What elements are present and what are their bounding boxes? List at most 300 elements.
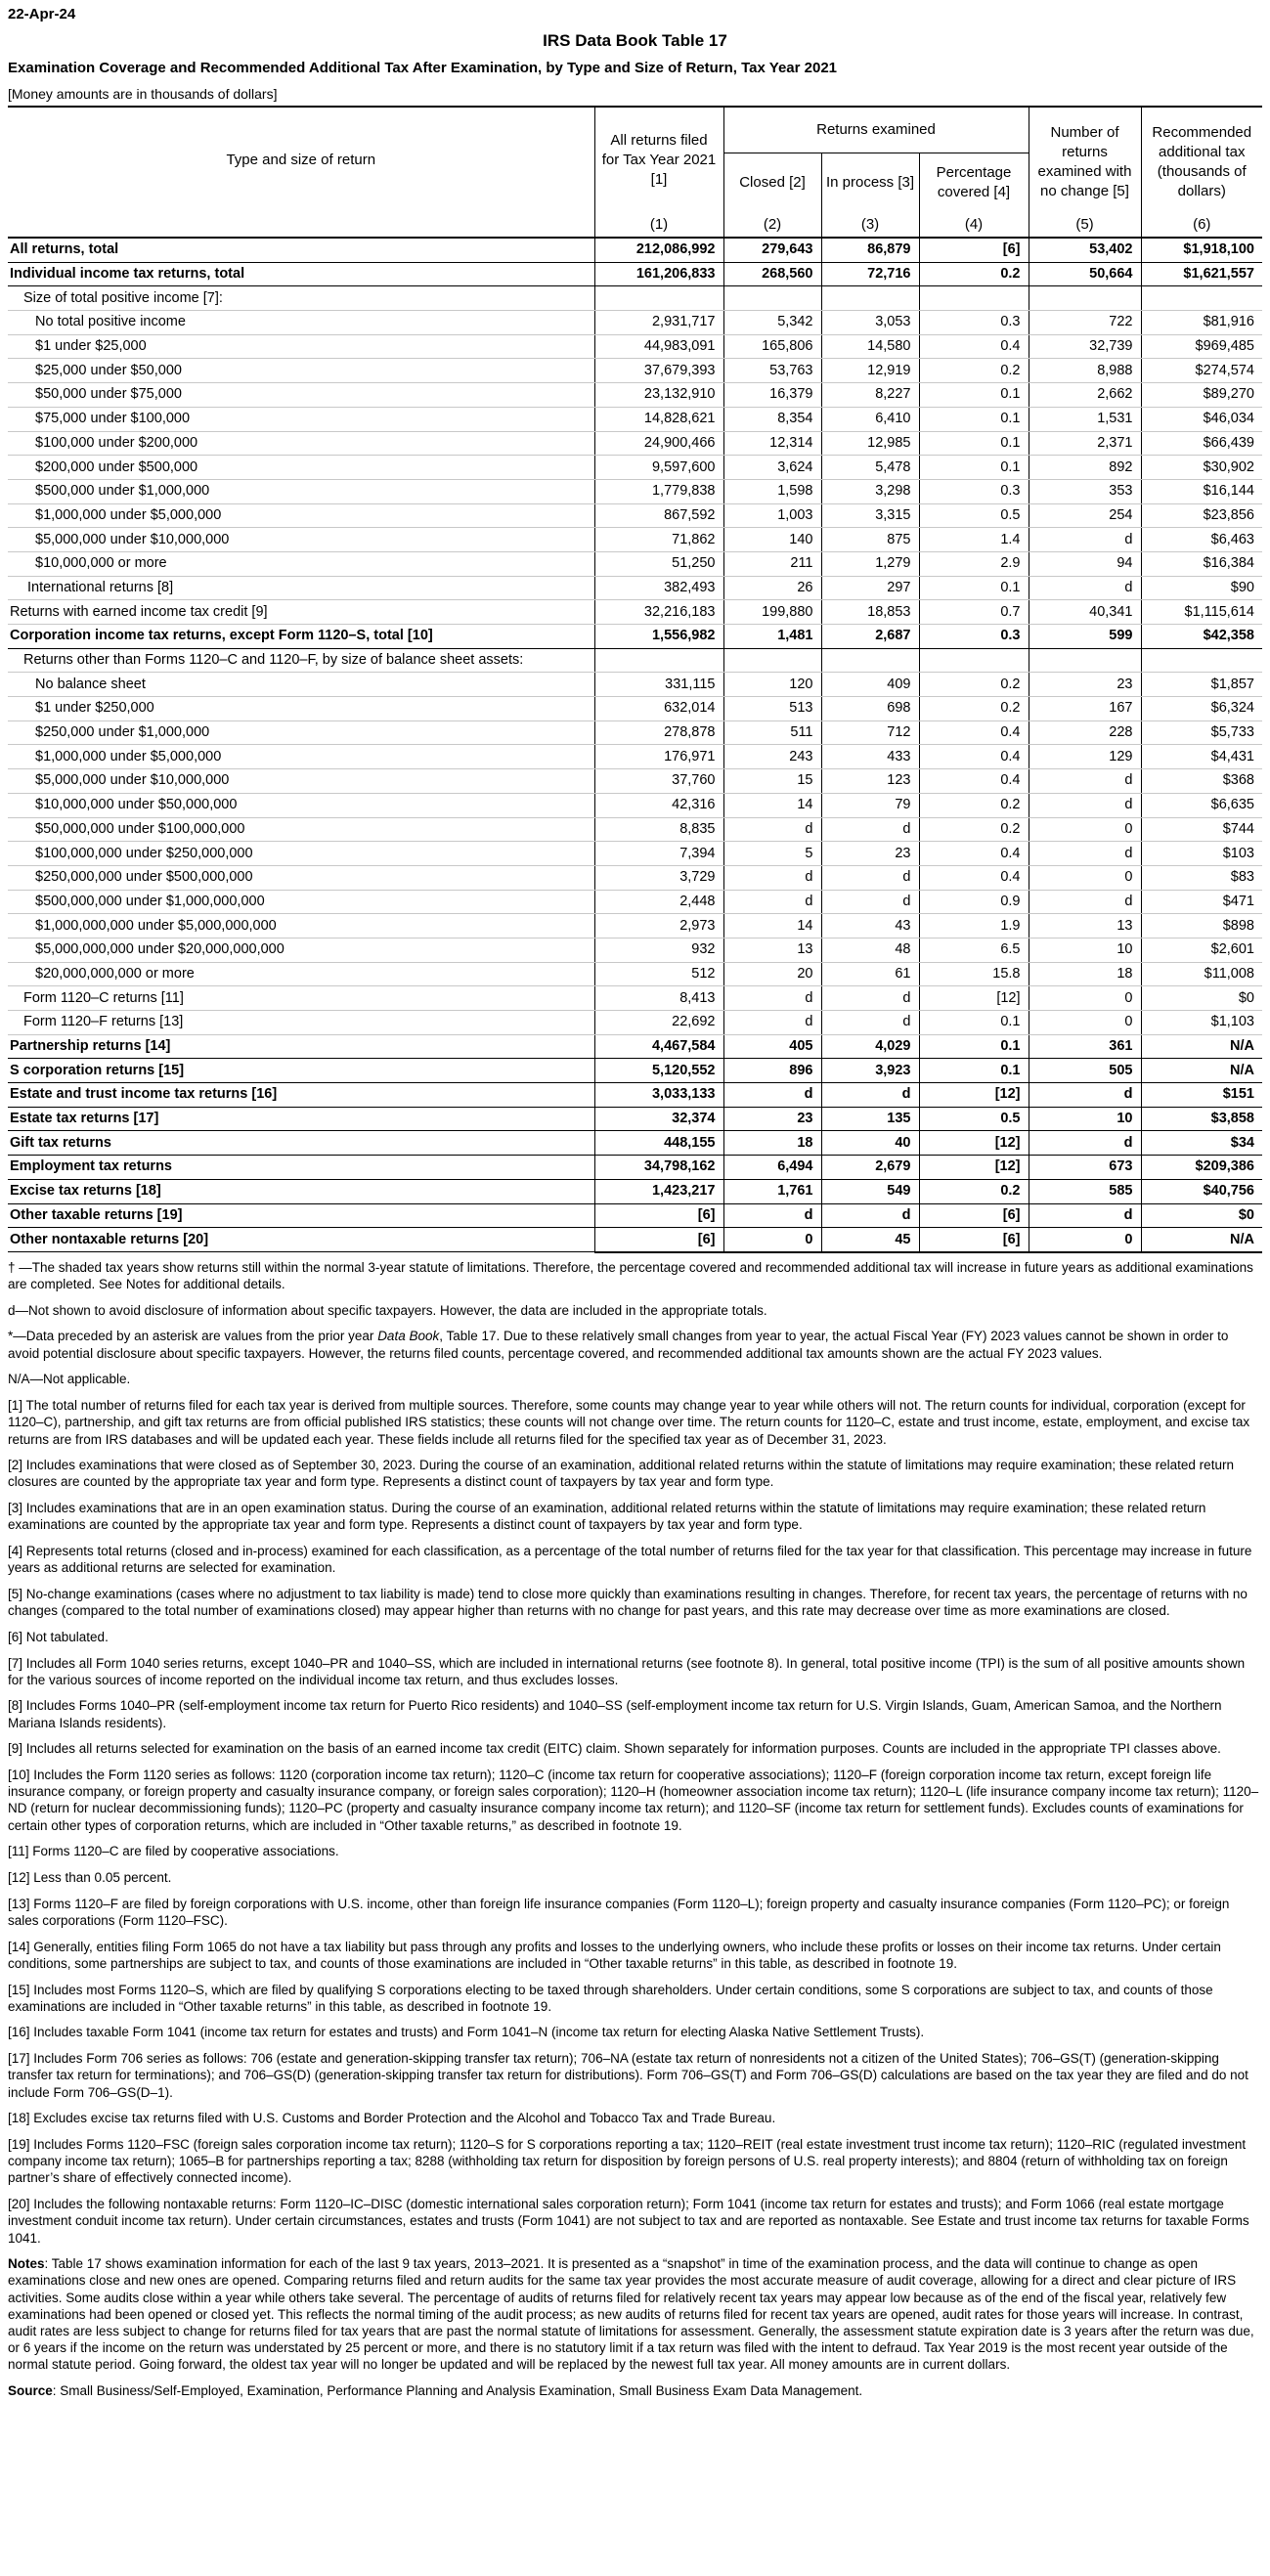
row-value: 94: [1029, 551, 1141, 576]
row-value: 212,086,992: [594, 238, 723, 262]
row-value: 12,314: [723, 431, 821, 456]
row-value: 722: [1029, 311, 1141, 335]
row-value: $0: [1141, 986, 1262, 1011]
row-value: [723, 648, 821, 673]
table-subtitle: Examination Coverage and Recommended Additional Tax After Examination, by Type and Size of Return, Tax Year 2021: [8, 60, 837, 76]
table-row: [8, 334, 1262, 359]
row-value: 1,481: [723, 625, 821, 649]
row-value: 511: [723, 720, 821, 745]
table-row: [8, 745, 1262, 769]
footnote-list: [8, 1397, 1262, 2247]
table-row: [8, 407, 1262, 431]
footnote-item: [4] Represents total returns (closed and in-process) examined for each classification, as a percentage of the total number of returns filed for the tax year for that classification. This percentage may increase in future years as additional returns are selected for examination.: [8, 1544, 1252, 1576]
row-value: 2,973: [594, 914, 723, 939]
table-row: [8, 938, 1262, 962]
table-row: [8, 286, 1262, 311]
row-value: 42,316: [594, 793, 723, 817]
row-value: 4,467,584: [594, 1034, 723, 1059]
header-pct-covered: Percentage covered [4]: [919, 153, 1029, 213]
row-value: 2,687: [821, 625, 919, 649]
row-value: 0.5: [919, 1107, 1029, 1131]
row-value: d: [723, 817, 821, 842]
row-label: $20,000,000,000 or more: [8, 962, 594, 986]
row-value: 37,679,393: [594, 359, 723, 383]
row-value: d: [821, 817, 919, 842]
row-value: 176,971: [594, 745, 723, 769]
row-value: 24,900,466: [594, 431, 723, 456]
row-value: [12]: [919, 1156, 1029, 1180]
row-value: 1,003: [723, 503, 821, 528]
table-row: [8, 1059, 1262, 1083]
row-value: 15: [723, 769, 821, 794]
table-row: [8, 479, 1262, 503]
row-value: 8,835: [594, 817, 723, 842]
header-returns-examined: Returns examined: [723, 107, 1029, 153]
row-label: S corporation returns [15]: [8, 1059, 594, 1083]
table-row: [8, 1034, 1262, 1059]
row-value: 79: [821, 793, 919, 817]
table-row: [8, 842, 1262, 866]
header-type-size: Type and size of return: [8, 107, 594, 212]
table-row: [8, 865, 1262, 890]
row-value: $209,386: [1141, 1156, 1262, 1180]
row-value: 1,779,838: [594, 479, 723, 503]
header-recommended: Recommended additional tax (thousands of dollars): [1141, 107, 1262, 212]
row-value: 5,120,552: [594, 1059, 723, 1083]
row-label: $10,000,000 under $50,000,000: [8, 793, 594, 817]
row-value: $90: [1141, 576, 1262, 600]
table-row: [8, 720, 1262, 745]
row-value: 14,828,621: [594, 407, 723, 431]
row-value: 53,402: [1029, 238, 1141, 262]
table-row: [8, 551, 1262, 576]
row-value: 43: [821, 914, 919, 939]
row-value: 0: [1029, 865, 1141, 890]
row-value: 0.2: [919, 817, 1029, 842]
table-row: [8, 600, 1262, 625]
row-value: 0.2: [919, 673, 1029, 697]
row-label: Gift tax returns: [8, 1131, 594, 1156]
footnote-asterisk: [8, 1328, 1262, 1361]
row-value: $368: [1141, 769, 1262, 794]
footnote-item: [12] Less than 0.05 percent.: [8, 1870, 172, 1886]
header-col-num: (3): [821, 212, 919, 238]
row-value: 331,115: [594, 673, 723, 697]
row-value: 10: [1029, 1107, 1141, 1131]
row-value: $151: [1141, 1083, 1262, 1108]
row-value: 0.2: [919, 793, 1029, 817]
row-value: 5,342: [723, 311, 821, 335]
row-value: N/A: [1141, 1228, 1262, 1252]
row-label: $10,000,000 or more: [8, 551, 594, 576]
row-value: $274,574: [1141, 359, 1262, 383]
table-body: [8, 238, 1262, 1252]
row-value: 6,410: [821, 407, 919, 431]
row-value: $1,918,100: [1141, 238, 1262, 262]
row-value: 448,155: [594, 1131, 723, 1156]
header-col-num: (6): [1141, 212, 1262, 238]
row-value: 5: [723, 842, 821, 866]
footnote-item: [2] Includes examinations that were closed as of September 30, 2023. During the course of an examination, additional related returns within the statute of limitations may require examination; these related return closures are counted by the appropriate tax year and form type. Represents a distinct count of taxpayers by tax year and form type.: [8, 1458, 1234, 1490]
row-label: No total positive income: [8, 311, 594, 335]
row-label: Partnership returns [14]: [8, 1034, 594, 1059]
row-value: d: [723, 1011, 821, 1035]
row-value: 0.4: [919, 769, 1029, 794]
row-value: 18,853: [821, 600, 919, 625]
row-value: 7,394: [594, 842, 723, 866]
row-value: 3,033,133: [594, 1083, 723, 1108]
row-label: Returns with earned income tax credit [9]: [8, 600, 594, 625]
header-in-process: In process [3]: [821, 153, 919, 213]
row-value: 0: [1029, 1011, 1141, 1035]
row-value: 1,279: [821, 551, 919, 576]
row-value: 0.3: [919, 625, 1029, 649]
row-value: 23: [723, 1107, 821, 1131]
row-label: $5,000,000 under $10,000,000: [8, 769, 594, 794]
row-value: 9,597,600: [594, 456, 723, 480]
row-value: $969,485: [1141, 334, 1262, 359]
row-value: 279,643: [723, 238, 821, 262]
header-all-returns: All returns filed for Tax Year 2021 [1]: [594, 107, 723, 212]
row-value: $5,733: [1141, 720, 1262, 745]
row-value: d: [821, 890, 919, 914]
table-row: [8, 1011, 1262, 1035]
row-value: 585: [1029, 1179, 1141, 1203]
row-value: 0.9: [919, 890, 1029, 914]
row-label: $1,000,000,000 under $5,000,000,000: [8, 914, 594, 939]
row-value: d: [821, 1011, 919, 1035]
row-value: 4,029: [821, 1034, 919, 1059]
row-label: $250,000,000 under $500,000,000: [8, 865, 594, 890]
row-value: 513: [723, 697, 821, 721]
table-row: [8, 1131, 1262, 1156]
table-row: [8, 793, 1262, 817]
row-value: 0.2: [919, 359, 1029, 383]
table-row: [8, 1083, 1262, 1108]
source-label: Source: [8, 2383, 53, 2399]
row-value: d: [821, 1203, 919, 1228]
row-value: 1,598: [723, 479, 821, 503]
row-value: 228: [1029, 720, 1141, 745]
row-label: Form 1120–C returns [11]: [8, 986, 594, 1011]
row-value: d: [821, 865, 919, 890]
row-value: 3,729: [594, 865, 723, 890]
notes-label: Notes: [8, 2256, 45, 2272]
row-value: 50,664: [1029, 262, 1141, 286]
row-value: 8,988: [1029, 359, 1141, 383]
row-value: $16,144: [1141, 479, 1262, 503]
row-value: 2.9: [919, 551, 1029, 576]
table-row: [8, 1179, 1262, 1203]
row-value: 0.1: [919, 1059, 1029, 1083]
row-label: Returns other than Forms 1120–C and 1120–F, by size of balance sheet assets:: [8, 648, 594, 673]
row-label: $1 under $25,000: [8, 334, 594, 359]
row-value: 23: [1029, 673, 1141, 697]
row-value: 61: [821, 962, 919, 986]
row-value: 0.1: [919, 1011, 1029, 1035]
row-value: 23,132,910: [594, 383, 723, 408]
row-value: 18: [1029, 962, 1141, 986]
row-value: d: [821, 1083, 919, 1108]
row-value: 86,879: [821, 238, 919, 262]
row-value: 6.5: [919, 938, 1029, 962]
row-value: 632,014: [594, 697, 723, 721]
row-value: d: [1029, 890, 1141, 914]
row-value: 867,592: [594, 503, 723, 528]
row-value: 0.4: [919, 865, 1029, 890]
footnote-item: [1] The total number of returns filed for each tax year is derived from multiple sources. Therefore, some counts may change year to year while others will not. The return counts for individual, corporation (except for 1120–C), partnership, and gift tax returns are from official published IRS statistics; these counts will not change over time. The return counts for 1120–C, estate and trust income, estate, employment, and excise tax returns are from IRS databases and will be updated each year. These fields include all returns filed for the specified tax year as of December 31, 2023.: [8, 1398, 1250, 1447]
row-value: d: [1029, 528, 1141, 552]
row-value: 40,341: [1029, 600, 1141, 625]
row-value: 1.9: [919, 914, 1029, 939]
row-value: [1029, 286, 1141, 311]
row-value: 712: [821, 720, 919, 745]
row-value: 1.4: [919, 528, 1029, 552]
row-value: 0: [1029, 817, 1141, 842]
row-value: 22,692: [594, 1011, 723, 1035]
row-value: 5,478: [821, 456, 919, 480]
table-row: [8, 817, 1262, 842]
table-row: [8, 769, 1262, 794]
row-value: 12,985: [821, 431, 919, 456]
table-row: [8, 648, 1262, 673]
row-value: 0.3: [919, 479, 1029, 503]
row-value: 32,216,183: [594, 600, 723, 625]
row-label: Size of total positive income [7]:: [8, 286, 594, 311]
footnote-item: [14] Generally, entities filing Form 1065 do not have a tax liability but pass through any profits and losses to the underlying owners, who include these profits or losses on their income tax returns. Under certain conditions, some partnerships are subject to tax, and counts of those examinations are included in “Other taxable returns” in this table, as described in footnote 19.: [8, 1939, 1221, 1971]
row-value: 45: [821, 1228, 919, 1252]
row-value: $34: [1141, 1131, 1262, 1156]
row-value: 433: [821, 745, 919, 769]
row-value: $66,439: [1141, 431, 1262, 456]
row-value: [919, 286, 1029, 311]
footnote-na: N/A—Not applicable.: [8, 1372, 131, 1387]
row-value: 8,354: [723, 407, 821, 431]
table-row: [8, 503, 1262, 528]
row-value: $744: [1141, 817, 1262, 842]
row-value: 243: [723, 745, 821, 769]
row-value: 32,739: [1029, 334, 1141, 359]
row-value: 51,250: [594, 551, 723, 576]
row-value: 278,878: [594, 720, 723, 745]
row-value: 0.1: [919, 1034, 1029, 1059]
row-value: 361: [1029, 1034, 1141, 1059]
report-date: 22-Apr-24: [8, 6, 76, 22]
row-value: 1,556,982: [594, 625, 723, 649]
row-value: 0.4: [919, 745, 1029, 769]
page-title: IRS Data Book Table 17: [543, 31, 727, 50]
header-col-num: (5): [1029, 212, 1141, 238]
row-value: 72,716: [821, 262, 919, 286]
row-value: 20: [723, 962, 821, 986]
row-value: 161,206,833: [594, 262, 723, 286]
table-row: [8, 262, 1262, 286]
row-value: 1,761: [723, 1179, 821, 1203]
row-label: All returns, total: [8, 238, 594, 262]
row-value: [1141, 286, 1262, 311]
row-value: $83: [1141, 865, 1262, 890]
row-value: 892: [1029, 456, 1141, 480]
row-value: 3,624: [723, 456, 821, 480]
row-value: 8,413: [594, 986, 723, 1011]
row-value: 409: [821, 673, 919, 697]
row-value: 15.8: [919, 962, 1029, 986]
row-label: $1,000,000 under $5,000,000: [8, 503, 594, 528]
row-value: [1141, 648, 1262, 673]
row-value: 549: [821, 1179, 919, 1203]
row-value: 120: [723, 673, 821, 697]
row-value: 875: [821, 528, 919, 552]
row-value: 14,580: [821, 334, 919, 359]
row-value: 14: [723, 793, 821, 817]
row-value: $103: [1141, 842, 1262, 866]
row-value: 1,423,217: [594, 1179, 723, 1203]
row-label: Excise tax returns [18]: [8, 1179, 594, 1203]
footnote-item: [10] Includes the Form 1120 series as follows: 1120 (corporation income tax return); 1120–C (income tax return for cooperative associations); 1120–F (foreign corporation income tax return, except foreign life insurance company, or foreign property and casualty insurance company, or foreign sales corporation); 1120–H (homeowner association income tax return); 1120–L (life insurance company income tax return); 1120–ND (return for nuclear decommissioning funds); 1120–PC (property and casualty insurance company income tax return); and 1120–SF (income tax return for settlement funds). Excludes counts of examinations for certain other types of corporation returns, which are included in “Other taxable returns,” as described in footnote 19.: [8, 1768, 1259, 1833]
row-label: $50,000,000 under $100,000,000: [8, 817, 594, 842]
table-row: [8, 986, 1262, 1011]
row-label: $5,000,000,000 under $20,000,000,000: [8, 938, 594, 962]
row-value: 1,531: [1029, 407, 1141, 431]
row-value: 2,662: [1029, 383, 1141, 408]
row-label: Individual income tax returns, total: [8, 262, 594, 286]
notes-text: : Table 17 shows examination information for each of the last 9 tax years, 2013–2021. It is presented as a “snapshot” in time of the examination process, and the data will continue to change as open examinations close and new ones are opened. Comparing returns filed and return audits for the same tax year provides the most accurate measure of audit coverage, allowing for a direct and clear picture of IRS activities. Some audits close within a year while others take several. The percentage of audits of returns filed for relatively recent tax years may appear low because as of the end of the fiscal year, relatively few examinations had been opened or closed yet. This reflects the normal timing of the audit process; as new audits of returns filed for recent tax years are opened, audit rates for those years will increase. In contrast, audit rates are less subject to change for returns filed for tax years that are past the normal statute of limitations for assessment. Generally, the assessment statute expiration date is 3 years after the return was due, or 6 years if the income on the return was understated by 25 percent or more, and there is no statutory limit if a tax return was filed with the intent to defraud. Tax Year 2019 is the most recent year outside of the normal statute period. Going forward, the oldest tax year will no longer be updated and will be replaced by the newest full tax year. All money amounts are in current dollars.: [8, 2256, 1254, 2373]
row-value: $40,756: [1141, 1179, 1262, 1203]
row-value: 2,371: [1029, 431, 1141, 456]
row-label: International returns [8]: [8, 576, 594, 600]
row-value: 382,493: [594, 576, 723, 600]
row-value: 6,494: [723, 1156, 821, 1180]
row-label: Corporation income tax returns, except Form 1120–S, total [10]: [8, 625, 594, 649]
row-value: [12]: [919, 986, 1029, 1011]
row-value: 0.4: [919, 720, 1029, 745]
row-value: $1,115,614: [1141, 600, 1262, 625]
table-row: [8, 528, 1262, 552]
footnote-item: [8] Includes Forms 1040–PR (self-employment income tax return for Puerto Rico residents) and 1040–SS (self-employment income tax return for U.S. Virgin Islands, Guam, American Samoa, and the Northern Mariana Islands residents).: [8, 1698, 1222, 1730]
row-value: d: [1029, 576, 1141, 600]
row-value: 135: [821, 1107, 919, 1131]
row-value: [594, 286, 723, 311]
row-value: [6]: [919, 238, 1029, 262]
row-label: $250,000 under $1,000,000: [8, 720, 594, 745]
row-value: [12]: [919, 1131, 1029, 1156]
row-value: 3,923: [821, 1059, 919, 1083]
row-value: 71,862: [594, 528, 723, 552]
row-value: [6]: [919, 1228, 1029, 1252]
row-value: 0.1: [919, 431, 1029, 456]
header-col-num: (1): [594, 212, 723, 238]
row-value: d: [723, 1083, 821, 1108]
row-label: Form 1120–F returns [13]: [8, 1011, 594, 1035]
row-value: [594, 648, 723, 673]
row-label: $200,000 under $500,000: [8, 456, 594, 480]
footnote-item: [18] Excludes excise tax returns filed with U.S. Customs and Border Protection and the Alcohol and Tobacco Tax and Trade Bureau.: [8, 2111, 776, 2126]
row-value: d: [723, 890, 821, 914]
row-value: d: [821, 986, 919, 1011]
row-value: 0.3: [919, 311, 1029, 335]
row-value: N/A: [1141, 1059, 1262, 1083]
row-value: 0.2: [919, 1179, 1029, 1203]
row-value: 32,374: [594, 1107, 723, 1131]
row-value: 405: [723, 1034, 821, 1059]
footnote-item: [7] Includes all Form 1040 series returns, except 1040–PR and 1040–SS, which are included in international returns (see footnote 8). In general, total positive income (TPI) is the sum of all positive amounts shown for the various sources of income reported on the individual income tax return, and thus excludes losses.: [8, 1655, 1246, 1687]
row-label: Estate tax returns [17]: [8, 1107, 594, 1131]
table-row: [8, 1203, 1262, 1228]
footnote-asterisk-a: *—Data preceded by an asterisk are values from the prior year: [8, 1329, 378, 1344]
row-value: 12,919: [821, 359, 919, 383]
row-value: [12]: [919, 1083, 1029, 1108]
footnote-item: [6] Not tabulated.: [8, 1629, 109, 1644]
row-value: [723, 286, 821, 311]
row-value: $471: [1141, 890, 1262, 914]
row-value: [6]: [594, 1228, 723, 1252]
row-value: d: [723, 865, 821, 890]
row-value: [919, 648, 1029, 673]
row-value: 123: [821, 769, 919, 794]
row-value: $0: [1141, 1203, 1262, 1228]
row-label: Estate and trust income tax returns [16]: [8, 1083, 594, 1108]
row-value: d: [1029, 1131, 1141, 1156]
row-value: 254: [1029, 503, 1141, 528]
row-value: 0.2: [919, 262, 1029, 286]
row-value: $46,034: [1141, 407, 1262, 431]
row-value: d: [723, 1203, 821, 1228]
footnote-asterisk-italic: Data Book: [377, 1329, 440, 1344]
money-note: [Money amounts are in thousands of dollars]: [8, 86, 278, 102]
row-value: 3,298: [821, 479, 919, 503]
table-row: [8, 359, 1262, 383]
table-row: [8, 383, 1262, 408]
row-value: 10: [1029, 938, 1141, 962]
row-value: 18: [723, 1131, 821, 1156]
row-value: 896: [723, 1059, 821, 1083]
table-row: [8, 431, 1262, 456]
row-value: 505: [1029, 1059, 1141, 1083]
row-value: $4,431: [1141, 745, 1262, 769]
row-label: $500,000 under $1,000,000: [8, 479, 594, 503]
row-value: 0: [1029, 1228, 1141, 1252]
row-value: d: [723, 986, 821, 1011]
row-label: $5,000,000 under $10,000,000: [8, 528, 594, 552]
footnote-d: d—Not shown to avoid disclosure of information about specific taxpayers. However, the data are included in the appropriate totals.: [8, 1302, 767, 1318]
row-value: 297: [821, 576, 919, 600]
row-value: 3,053: [821, 311, 919, 335]
row-value: 14: [723, 914, 821, 939]
row-value: 0.4: [919, 842, 1029, 866]
row-value: [1029, 648, 1141, 673]
table-row: [8, 311, 1262, 335]
footnote-item: [17] Includes Form 706 series as follows: 706 (estate and generation-skipping transfer tax return); 706–NA (estate tax return of nonresidents not a citizen of the United States); 706–GS(T) (generation-skipping transfer tax return for terminations); and 706–GS(D) (generation-skipping transfer tax return for distributions). Form 706–GS(T) and Form 706–GS(D) calculations are based on the tax year they are filed and do not include Form 706–GS(D–1).: [8, 2051, 1248, 2100]
row-value: $81,916: [1141, 311, 1262, 335]
row-value: 34,798,162: [594, 1156, 723, 1180]
table-row: [8, 890, 1262, 914]
row-value: 199,880: [723, 600, 821, 625]
footnote-asterisk-b: , Table 17. Due to these relatively small changes from year to year, the actual Fiscal Year (FY) 2023 values cannot be shown in order to avoid potential disclosure about specific taxpayers. However, the returns filed counts, percentage covered, and recommended additional tax amounts shown are the actual FY 2023 values.: [8, 1329, 1229, 1361]
row-value: 167: [1029, 697, 1141, 721]
table-row: [8, 238, 1262, 262]
table-row: [8, 962, 1262, 986]
table-row: [8, 625, 1262, 649]
table-row: [8, 1156, 1262, 1180]
row-value: 0.5: [919, 503, 1029, 528]
row-value: 353: [1029, 479, 1141, 503]
row-value: 13: [1029, 914, 1141, 939]
row-value: 0.1: [919, 576, 1029, 600]
row-value: 53,763: [723, 359, 821, 383]
footnote-item: [5] No-change examinations (cases where no adjustment to tax liability is made) tend to close more quickly than examinations resulting in changes. Therefore, for recent tax years, the percentage of returns with no changes (compared to the total number of examinations closed) may appear higher than returns with no change for past years, and this rate may decrease over time as more examinations are closed.: [8, 1586, 1248, 1619]
row-label: $500,000,000 under $1,000,000,000: [8, 890, 594, 914]
row-value: $16,384: [1141, 551, 1262, 576]
